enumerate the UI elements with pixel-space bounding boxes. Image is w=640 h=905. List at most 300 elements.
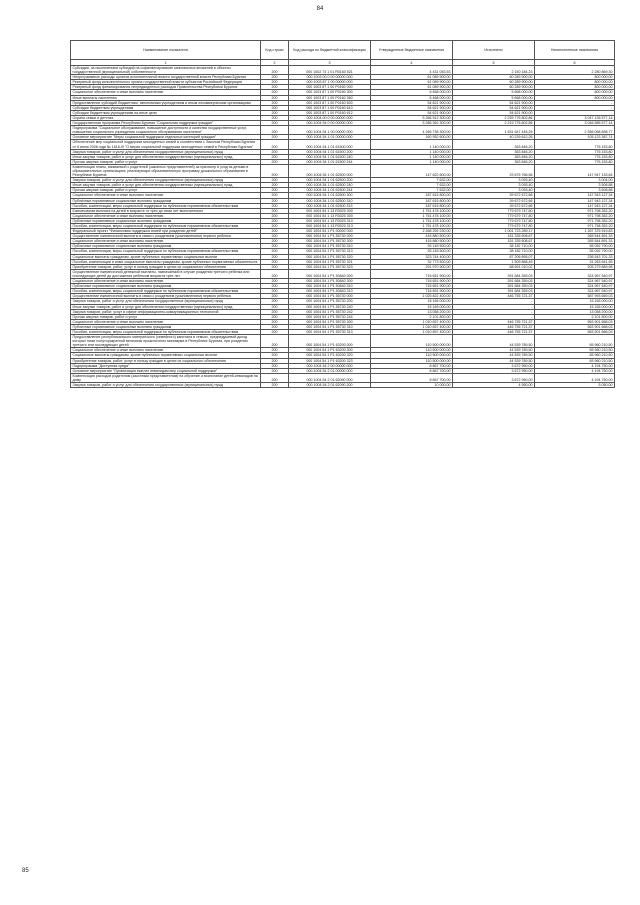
cell-budget-code: 000 1004 54 1 P1 55730 000 — [289, 294, 371, 299]
cell-name: Пособия, компенсации, меры социальной поддержки по публичным нормативным обязательствам — [71, 329, 261, 334]
cell-budget-code: 000 1004 54 1 P1 55730 310 — [289, 324, 371, 329]
cell-line-code: 200 — [261, 213, 289, 218]
cell-remaining: 147 943 127,34 — [535, 198, 615, 203]
cell-executed: 446 755 721,37 — [453, 319, 535, 324]
cell-remaining: 971 798 352,20 — [535, 213, 615, 218]
cell-name: Социальное обеспечение и иные выплаты населению — [71, 348, 261, 353]
cell-executed: 363 846,20 — [453, 149, 535, 154]
cell-line-code: 200 — [261, 208, 289, 213]
cell-approved: 147 622 600,00 — [371, 164, 453, 177]
cell-line-code: 200 — [261, 289, 289, 294]
cell-approved: 416 880 500,00 — [371, 234, 453, 239]
cell-name: Основное мероприятие "Меры социальной поддержки отдельных категорий граждан" — [71, 135, 261, 140]
cell-executed: 44 539 789,50 — [453, 335, 535, 348]
cell-name: Закупка товаров, работ и услуг для обеспечения государственных (муниципальных) нужд — [71, 149, 261, 154]
cell-name: Резервный фонд финансирования непредвиденных расходов Правительства Республики Бурятия — [71, 85, 261, 90]
cell-approved: 716 651 900,00 — [371, 284, 453, 289]
cell-approved: 2 268 259 230,00 — [371, 229, 453, 234]
cell-budget-code: 000 1004 54 1 P1 55730 313 — [289, 249, 371, 254]
cell-executed: 2 239 776 802,86 — [453, 115, 535, 120]
cell-executed: 1 631 647 445,25 — [453, 126, 535, 135]
cell-approved: 61 089 900,00 — [371, 80, 453, 85]
cell-remaining: 776 153,80 — [535, 154, 615, 159]
cell-budget-code: 000 1004 54 1 P1 50840 313 — [289, 289, 371, 294]
cell-executed: 39 672 672,66 — [453, 193, 535, 198]
cell-line-code: 200 — [261, 135, 289, 140]
cell-name: Иные выплаты населению — [71, 95, 261, 100]
cell-line-code: 200 — [261, 178, 289, 183]
cell-line-code: 200 — [261, 85, 289, 90]
cell-remaining: 324 967 540,97 — [535, 269, 615, 278]
cell-line-code: 200 — [261, 309, 289, 314]
cell-approved: 10 000,00 — [371, 383, 453, 388]
cell-approved: 8 867 700,00 — [371, 368, 453, 373]
cell-executed: 54 621 900,00 — [453, 105, 535, 110]
cell-line-code: 200 — [261, 224, 289, 229]
cell-line-code: 200 — [261, 279, 289, 284]
cell-budget-code: 000 1004 54 1 01 62500 000 — [289, 164, 371, 177]
cell-executed: 779 679 747,80 — [453, 208, 535, 213]
cell-line-code: 200 — [261, 126, 289, 135]
cell-name: Иные закупки товаров, работ и услуг для обеспечения государственных (муниципальных) нужд — [71, 183, 261, 188]
cell-executed: 391 684 359,03 — [453, 269, 535, 278]
cell-line-code: 200 — [261, 159, 289, 164]
cell-budget-code: 000 1003 87 1 00 P0160 612 — [289, 110, 371, 115]
cell-approved: 8 867 700,00 — [371, 373, 453, 382]
cell-budget-code: 000 1004 54 1 P1 55730 240 — [289, 304, 371, 309]
cell-approved: 1 010 657 400,00 — [371, 329, 453, 334]
cell-name: Осуществление ежемесячной выплаты в связи с рождением (усыновлением) первого ребенка — [71, 234, 261, 239]
cell-approved: 1 140 000,00 — [371, 159, 453, 164]
cell-remaining: 55 092 790,00 — [535, 249, 615, 254]
cell-executed: 3 672 950,00 — [453, 373, 535, 382]
cell-name: Осуществление ежемесячной денежной выплаты, назначаемой в случае рождения третьего ребенка или последующих детей до достижения ребенком возраста трех лет — [71, 269, 261, 278]
cell-name: Закупка товаров, работ, услуг в сфере информационно-коммуникационных технологий — [71, 309, 261, 314]
cell-budget-code: 000 1004 54 1 01 62500 313 — [289, 203, 371, 208]
column-number: 5 — [453, 60, 535, 66]
cell-name: Социальные выплаты гражданам, кроме публичных нормативных социальных выплат — [71, 254, 261, 259]
cell-budget-code: 000 1004 54 1 01 61500 000 — [289, 140, 371, 149]
cell-approved: 1 140 000,00 — [371, 154, 453, 159]
table-row — [71, 126, 615, 135]
header-code: Код строки — [261, 41, 289, 60]
cell-name: Пособия, компенсации, меры социальной поддержки по публичным нормативным обязательствам — [71, 249, 261, 254]
cell-remaining: 65 960 210,50 — [535, 348, 615, 353]
cell-approved: 291 970 900,00 — [371, 264, 453, 269]
cell-remaining: 236 543 701,33 — [535, 254, 615, 259]
cell-line-code: 200 — [261, 164, 289, 177]
table-row — [71, 140, 615, 149]
cell-approved: 1 751 478 100,00 — [371, 224, 453, 229]
cell-name: Резервный фонд исполнительного органа государственной власти субъектов Российской Федерации — [71, 80, 261, 85]
cell-executed: - — [453, 304, 535, 309]
cell-executed: 5 668 000,00 — [453, 95, 535, 100]
cell-name: Компенсация расходов родителям (законным представителям) на обучение и воспитание детей-инвалидов на дому — [71, 373, 261, 382]
cell-approved: 13 058 200,00 — [371, 309, 453, 314]
cell-budget-code: 000 1004 54 1 P1 63200 323 — [289, 358, 371, 363]
cell-remaining: 800 000,00 — [535, 85, 615, 90]
cell-remaining: 265 544 891,33 — [535, 234, 615, 239]
cell-name: Социальное обеспечение и иные выплаты населению — [71, 90, 261, 95]
cell-approved: 716 651 900,00 — [371, 269, 453, 278]
cell-line-code: 200 — [261, 335, 289, 348]
cell-budget-code: 000 1002 74 1 01 R0160 521 — [289, 66, 371, 75]
cell-name: Государственная программа Республики Бурятия "Социальная поддержка граждан" — [71, 121, 261, 126]
cell-name: Публичные нормативные социальные выплаты гражданам — [71, 244, 261, 249]
cell-name: Пособия, компенсации, меры социальной поддержки по публичным нормативным обязательствам — [71, 289, 261, 294]
cell-name: Иные закупки товаров, работ и услуг для обеспечения государственных (муниципальных) нужд — [71, 304, 261, 309]
cell-name: Субсидии, за исключением субсидий на софинансирование капитальных вложений в объекты государственной (муниципальной) собственности — [71, 66, 261, 75]
cell-budget-code: 000 1003 87 1 00 P0160 000 — [289, 85, 371, 90]
cell-executed: - — [453, 299, 535, 304]
table-row — [71, 164, 615, 177]
cell-approved: 54 621 900,00 — [371, 100, 453, 105]
cell-remaining: 15 165 000,00 — [535, 304, 615, 309]
cell-budget-code: 000 1004 54 1 01 62500 300 — [289, 193, 371, 198]
page-number-bottom: 85 — [22, 868, 29, 874]
cell-remaining: 105 123 387,74 — [535, 135, 615, 140]
cell-executed: 2 219 776 802,86 — [453, 121, 535, 126]
cell-executed: 87 206 895,07 — [453, 254, 535, 259]
cell-executed: 54 621 900,00 — [453, 110, 535, 115]
cell-name: Социальное обеспечение и иные выплаты населению — [71, 193, 261, 198]
cell-approved: 6 468 000,00 — [371, 90, 453, 95]
cell-budget-code: 000 1004 54 1 01 00000 000 — [289, 135, 371, 140]
cell-remaining: 563 901 668,03 — [535, 329, 615, 334]
cell-line-code: 200 — [261, 284, 289, 289]
cell-remaining: 65 960 210,50 — [535, 358, 615, 363]
cell-line-code: 200 — [261, 358, 289, 363]
cell-remaining: 147 947 133,64 — [535, 164, 615, 177]
cell-name: Охрана семьи и детства — [71, 115, 261, 120]
cell-executed: 3 093,40 — [453, 178, 535, 183]
cell-line-code: 200 — [261, 90, 289, 95]
cell-name: Пособия, компенсации, меры социальной поддержки по публичным нормативным обязательствам — [71, 224, 261, 229]
cell-executed: 779 679 747,80 — [453, 213, 535, 218]
cell-budget-code: 000 1004 54 1 13 R3020 310 — [289, 218, 371, 223]
cell-remaining: 587 993 669,03 — [535, 294, 615, 299]
cell-name: Предоставление республиканского материнского (семейного) капитала в семьях, среднедушевой доход которых ниже полуторакратной величины прожиточного минимума в Республике Бурятия, при рождении третьего или последующих детей — [71, 335, 261, 348]
cell-name: Публичные нормативные социальные выплаты гражданам — [71, 324, 261, 329]
cell-name: Субсидии бюджетным учреждениям на иные цели — [71, 110, 261, 115]
table-row — [71, 304, 615, 309]
cell-approved: 2 101 800,00 — [371, 314, 453, 319]
cell-approved: 716 651 900,00 — [371, 289, 453, 294]
cell-executed: - — [453, 314, 535, 319]
cell-executed: 4 950,00 — [453, 383, 535, 388]
cell-line-code: 200 — [261, 368, 289, 373]
cell-executed: 38 182 710,00 — [453, 244, 535, 249]
cell-executed: 3 672 950,00 — [453, 368, 535, 373]
cell-name: Ежемесячная выплата на детей в возрасте от трех до семи лет включительно — [71, 208, 261, 213]
cell-budget-code: 000 1004 54 1 P1 00000 000 — [289, 229, 371, 234]
cell-line-code: 200 — [261, 234, 289, 239]
cell-name: Подпрограмма "Социальное обслуживание, повышение доступности и качества государственных услуг, повышения социального учреждения социального обслуживания населения" — [71, 126, 261, 135]
cell-budget-code: 000 1004 54 1 P1 55730 244 — [289, 314, 371, 319]
cell-approved: 15 165 000,00 — [371, 299, 453, 304]
cell-budget-code: 000 1004 54 2 01 62090 200 — [289, 383, 371, 388]
cell-budget-code: 000 1004 54 2 01 00000 000 — [289, 368, 371, 373]
cell-remaining: 4 194 750,00 — [535, 373, 615, 382]
cell-remaining: 13 058 200,00 — [535, 309, 615, 314]
cell-remaining: - — [535, 105, 615, 110]
cell-remaining: 800 000,00 — [535, 95, 615, 100]
cell-remaining: 3 508,88 — [535, 188, 615, 193]
cell-executed: 38 182 710,00 — [453, 249, 535, 254]
cell-remaining: 776 153,80 — [535, 159, 615, 164]
cell-name: Непрограммные расходы органов исполнительной власти государственной власти Республики Бурятия — [71, 75, 261, 80]
cell-approved: 5 286 912 300,00 — [371, 115, 453, 120]
cell-executed: 446 755 721,37 — [453, 324, 535, 329]
header-name: Наименование показателя — [71, 41, 261, 60]
cell-executed: 44 539 789,50 — [453, 353, 535, 358]
cell-executed: 44 539 789,50 — [453, 358, 535, 363]
cell-remaining: 147 943 127,34 — [535, 193, 615, 198]
cell-budget-code: 000 1004 54 1 P1 55730 310 — [289, 244, 371, 249]
cell-remaining: 776 153,80 — [535, 149, 615, 154]
cell-remaining: 800 000,00 — [535, 80, 615, 85]
cell-approved: 1 140 000,00 — [371, 140, 453, 149]
cell-line-code: 200 — [261, 264, 289, 269]
cell-executed: 5 668 000,00 — [453, 90, 535, 95]
cell-budget-code: 000 1004 54 2 00 00000 000 — [289, 363, 371, 368]
cell-line-code: 200 — [261, 249, 289, 254]
cell-name: Предоставление субсидий бюджетным, автономным учреждениям и иным некоммерческим организациям — [71, 100, 261, 105]
cell-name: Осуществление ежемесячной выплаты в связи с рождением (усыновлением) первого ребенка — [71, 294, 261, 299]
cell-executed: 446 755 721,37 — [453, 294, 535, 299]
cell-approved: 5 286 362 300,00 — [371, 121, 453, 126]
cell-name: Закупка товаров, работ и услуг для обеспечения государственных (муниципальных) нужд — [71, 383, 261, 388]
cell-executed: 779 679 747,80 — [453, 218, 535, 223]
cell-line-code: 200 — [261, 254, 289, 259]
cell-executed: 44 539 789,50 — [453, 348, 535, 353]
cell-remaining: 65 960 210,50 — [535, 335, 615, 348]
cell-budget-code: 000 1003 87 1 00 P0160 300 — [289, 90, 371, 95]
cell-line-code: 200 — [261, 110, 289, 115]
cell-line-code: 200 — [261, 304, 289, 309]
cell-line-code: 200 — [261, 229, 289, 234]
cell-name: Прочая закупка товаров, работ и услуг — [71, 188, 261, 193]
cell-line-code: 200 — [261, 319, 289, 324]
cell-budget-code: 000 1003 87 1 00 P0160 360 — [289, 95, 371, 100]
cell-line-code: 200 — [261, 353, 289, 358]
cell-executed: 40 239 612,26 — [453, 135, 535, 140]
table-row — [71, 373, 615, 382]
cell-remaining: 971 798 352,20 — [535, 218, 615, 223]
cell-approved: 15 165 000,00 — [371, 304, 453, 309]
cell-name: Социальное обеспечение и иные выплаты населению — [71, 319, 261, 324]
cell-approved: 93 145 500,00 — [371, 249, 453, 254]
cell-budget-code: 000 1004 54 1 P1 50840 300 — [289, 279, 371, 284]
cell-executed: 3 093,40 — [453, 188, 535, 193]
cell-executed: 60 289 900,00 — [453, 85, 535, 90]
cell-budget-code: 000 1003 87 1 00 P0160 600 — [289, 100, 371, 105]
cell-remaining: 4 194 750,00 — [535, 363, 615, 368]
cell-budget-code: 000 1004 54 1 P1 55730 321 — [289, 259, 371, 264]
cell-remaining: 147 943 127,34 — [535, 203, 615, 208]
table-row — [71, 309, 615, 314]
cell-budget-code: 000 1004 54 1 P1 63200 000 — [289, 335, 371, 348]
cell-remaining: 2 356 068 898,77 — [535, 126, 615, 135]
cell-line-code: 200 — [261, 75, 289, 80]
cell-remaining: 2 101 800,00 — [535, 314, 615, 319]
cell-approved: 7 632,00 — [371, 178, 453, 183]
cell-name: Прочая закупка товаров, работ и услуг — [71, 159, 261, 164]
cell-name: Закупка товаров, работ и услуг для обеспечения государственных (муниципальных) нужд — [71, 299, 261, 304]
cell-budget-code: 000 1004 54 1 P1 55730 320 — [289, 254, 371, 259]
cell-executed: 151 335 608,67 — [453, 234, 535, 239]
cell-approved: 61 089 900,00 — [371, 85, 453, 90]
cell-line-code: 200 — [261, 105, 289, 110]
cell-name: Публичные нормативные социальные выплаты гражданам — [71, 198, 261, 203]
cell-line-code: 200 — [261, 188, 289, 193]
cell-budget-code: 000 1004 54 1 01 61500 200 — [289, 149, 371, 154]
cell-approved: 1 010 657 400,00 — [371, 319, 453, 324]
cell-line-code: 200 — [261, 314, 289, 319]
cell-remaining: 971 798 352,20 — [535, 208, 615, 213]
cell-remaining: - — [535, 110, 615, 115]
cell-name: Прочая закупка товаров, работ и услуг — [71, 314, 261, 319]
cell-line-code: 200 — [261, 294, 289, 299]
cell-line-code: 200 — [261, 383, 289, 388]
cell-approved: 7 632,00 — [371, 183, 453, 188]
cell-name: Пособия, компенсации и иные социальные выплаты гражданам, кроме публичных нормативных обязательств — [71, 259, 261, 264]
cell-executed: 3 093,40 — [453, 183, 535, 188]
cell-approved: 6 468 000,00 — [371, 95, 453, 100]
cell-executed: - — [453, 309, 535, 314]
column-number: 1 — [71, 60, 261, 66]
cell-line-code: 200 — [261, 324, 289, 329]
cell-executed: 2 150 184,23 — [453, 66, 535, 75]
cell-name: Социальное обеспечение и иные выплаты населению — [71, 239, 261, 244]
cell-approved: 187 615 800,00 — [371, 193, 453, 198]
cell-name: Подпрограмма "Доступная среда" — [71, 363, 261, 368]
cell-line-code: 200 — [261, 95, 289, 100]
column-number: 3 — [289, 60, 371, 66]
cell-approved: 110 500 000,00 — [371, 335, 453, 348]
table-header-row — [71, 41, 615, 60]
cell-budget-code: 000 1004 54 1 P1 55730 300 — [289, 319, 371, 324]
cell-approved: 1 751 478 100,00 — [371, 218, 453, 223]
cell-remaining: 3 508,88 — [535, 183, 615, 188]
cell-executed: 779 679 747,80 — [453, 224, 535, 229]
cell-line-code: 200 — [261, 239, 289, 244]
cell-name: Социальное обеспечение и иные выплаты населению — [71, 213, 261, 218]
cell-approved: 54 621 900,00 — [371, 105, 453, 110]
cell-budget-code: 000 1004 00 0 00 00000 000 — [289, 115, 371, 120]
cell-name: Основное мероприятие "Организация выплат инвалидам мер социальной поддержки" — [71, 368, 261, 373]
cell-approved: 716 651 900,00 — [371, 279, 453, 284]
header-executed: Исполнено — [453, 41, 535, 60]
cell-line-code: 200 — [261, 121, 289, 126]
cell-executed: 60 289 900,00 — [453, 80, 535, 85]
table-row — [71, 335, 615, 348]
cell-executed: 54 621 900,00 — [453, 100, 535, 105]
cell-budget-code: 000 1003 87 1 00 00000 000 — [289, 80, 371, 85]
cell-budget-code: 000 1004 54 1 01 62500 240 — [289, 183, 371, 188]
cell-remaining: 324 967 540,97 — [535, 284, 615, 289]
cell-approved: 61 089 900,00 — [371, 75, 453, 80]
cell-approved: 4 431 053,53 — [371, 66, 453, 75]
cell-budget-code: 000 1004 54 1 P1 50840 000 — [289, 269, 371, 278]
cell-remaining: 1 267 375 919,83 — [535, 229, 615, 234]
table-row — [71, 269, 615, 278]
table-row — [71, 383, 615, 388]
cell-line-code: 200 — [261, 348, 289, 353]
cell-approved: 93 145 500,00 — [371, 244, 453, 249]
cell-budget-code: 000 1003 87 1 00 P0160 610 — [289, 105, 371, 110]
cell-budget-code: 000 1003 00 0 00 00000 000 — [289, 75, 371, 80]
cell-remaining: 2 280 869,30 — [535, 66, 615, 75]
cell-line-code: 200 — [261, 329, 289, 334]
column-number: 6 — [535, 60, 615, 66]
cell-approved: 54 621 900,00 — [371, 110, 453, 115]
cell-remaining: 3 004,00 — [535, 178, 615, 183]
cell-line-code: 200 — [261, 269, 289, 278]
cell-budget-code: 000 1004 54 1 P1 55730 300 — [289, 239, 371, 244]
cell-budget-code: 000 1004 54 2 01 62090 000 — [289, 373, 371, 382]
cell-line-code: 200 — [261, 198, 289, 203]
cell-budget-code: 000 1004 54 0 00 00000 000 — [289, 121, 371, 126]
cell-executed: 391 684 359,03 — [453, 289, 535, 294]
cell-approved: 1 751 478 100,00 — [371, 208, 453, 213]
cell-approved: 8 867 700,00 — [371, 363, 453, 368]
cell-remaining: 324 967 540,97 — [535, 289, 615, 294]
column-number: 4 — [371, 60, 453, 66]
cell-executed: 60 289 900,00 — [453, 75, 535, 80]
cell-name: Субсидии бюджетным учреждениям — [71, 105, 261, 110]
cell-line-code: 200 — [261, 299, 289, 304]
cell-approved: 1 025 822 400,00 — [371, 294, 453, 299]
cell-line-code: 200 — [261, 140, 289, 149]
cell-approved: 7 632,00 — [371, 188, 453, 193]
cell-executed: 391 684 359,03 — [453, 279, 535, 284]
cell-approved: 187 615 800,00 — [371, 203, 453, 208]
cell-line-code: 200 — [261, 193, 289, 198]
cell-budget-code: 000 1004 54 1 P1 50840 310 — [289, 284, 371, 289]
cell-name: Публичные нормативные социальные выплаты гражданам — [71, 284, 261, 289]
cell-budget-code: 000 1004 54 1 P1 55730 313 — [289, 329, 371, 334]
cell-remaining: 65 960 210,50 — [535, 353, 615, 358]
cell-executed: 391 684 359,03 — [453, 284, 535, 289]
budget-execution-table — [70, 40, 615, 388]
table-row — [71, 66, 615, 75]
cell-approved: 110 500 000,00 — [371, 348, 453, 353]
cell-line-code: 200 — [261, 218, 289, 223]
cell-remaining: 15 165 000,00 — [535, 299, 615, 304]
cell-name: Обеспечение мер социальной поддержки многодетных семей в соответствии с Законом Республики Бурятия от 6 июня 2006 года № 1616-III "О мерах социальной поддержки многодетных семей в Республике Бурятия" — [71, 140, 261, 149]
cell-approved: 323 744 400,00 — [371, 254, 453, 259]
cell-name: Приобретение товаров, работ, услуг в пользу граждан в целях их социального обеспечения — [71, 264, 261, 269]
cell-executed: 29 675 766,56 — [453, 164, 535, 177]
header-approved: Утвержденные бюджетные назначения — [371, 41, 453, 60]
cell-name: Публичные нормативные социальные выплаты гражданам — [71, 218, 261, 223]
cell-approved: 110 500 000,00 — [371, 358, 453, 363]
cell-name: Иные закупки товаров, работ и услуг для обеспечения государственных (муниципальных) нужд — [71, 154, 261, 159]
cell-budget-code: 000 1004 54 1 01 61500 244 — [289, 159, 371, 164]
column-number: 2 — [261, 60, 289, 66]
cell-remaining: - — [535, 100, 615, 105]
cell-remaining: 5 050,00 — [535, 383, 615, 388]
cell-remaining: 3 047 135 577,14 — [535, 115, 615, 120]
cell-budget-code: 000 1004 54 1 01 62500 310 — [289, 198, 371, 203]
cell-approved: 1 751 478 100,00 — [371, 213, 453, 218]
cell-executed: 3 672 950,00 — [453, 363, 535, 368]
cell-remaining: 55 092 790,00 — [535, 244, 615, 249]
cell-budget-code: 000 1004 54 1 P1 55730 000 — [289, 234, 371, 239]
cell-line-code: 200 — [261, 100, 289, 105]
cell-name: Федеральный проект "Финансовая поддержка семей при рождении детей" — [71, 229, 261, 234]
